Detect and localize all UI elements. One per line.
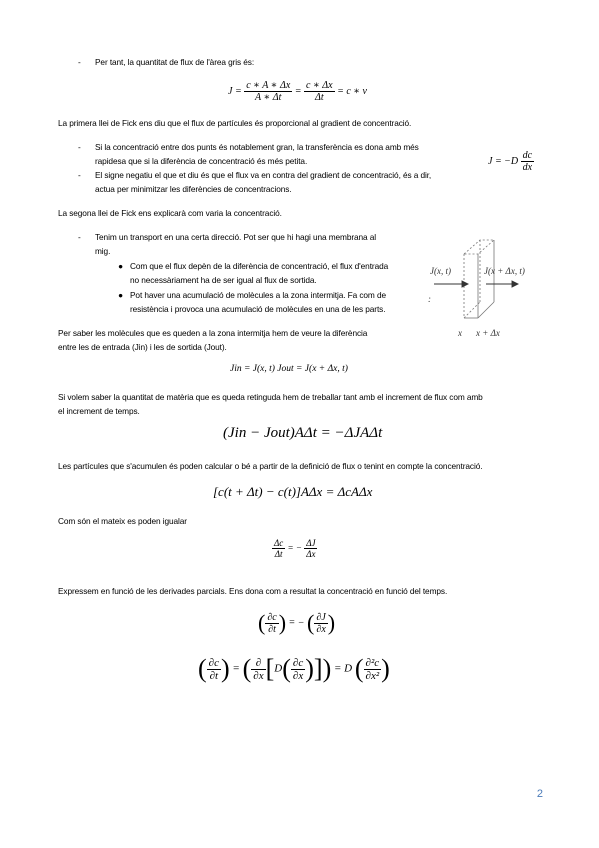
eq-lhs: J = — [228, 85, 242, 97]
page-number: 2 — [536, 788, 543, 800]
fraction — [251, 657, 265, 682]
paragraph: La primera llei de Fick ens diu que el flux de partícules és proporcional al gradient de concentració. — [58, 118, 412, 128]
flux-out-label: J(x + Δx, t) — [484, 266, 525, 276]
diffusion-coefficient: D — [274, 662, 283, 675]
fraction-denominator: ∂x — [292, 669, 304, 682]
jin-jout-equation: Jin = J(x, t) Jout = J(x + Δx, t) — [230, 364, 348, 374]
eq-lhs: J = −D — [488, 155, 519, 167]
fraction-denominator: ∂t — [209, 669, 219, 682]
fraction-numerator: ∂J — [316, 611, 326, 623]
dash-bullet: - — [78, 232, 81, 242]
paragraph: Expressem en funció de les derivades parcials. Ens dona com a resultat la concentració en funció del temps. — [58, 586, 448, 596]
text-line: Tenim un transport en una certa direcció. Pot ser que hi hagi una membrana al — [95, 232, 377, 242]
eq-sign: = − — [288, 617, 305, 629]
text-line: Per tant, la quantitat de flux de l'àrea gris és: — [95, 57, 255, 67]
fraction-numerator: ∂c — [267, 611, 277, 623]
text-line: Per saber les molècules que es queden a la zona intermitja hem de veure la diferència — [58, 328, 368, 338]
flux-in-label: J(x, t) — [430, 266, 451, 276]
dash-bullet: - — [78, 57, 81, 67]
fick-law-equation — [488, 150, 534, 173]
fraction-numerator: Δc — [274, 538, 284, 548]
eq-sign: = — [294, 85, 302, 97]
fraction — [265, 612, 278, 635]
equality-equation — [272, 538, 317, 559]
text-line: Si la concentració entre dos punts és notablement gran, la transferència es dona amb més — [95, 142, 419, 152]
fraction — [291, 657, 305, 682]
fraction-numerator: c ∗ A ∗ Δx — [246, 80, 291, 91]
fraction-denominator: Δt — [274, 549, 283, 559]
membrane-diagram — [428, 232, 546, 340]
fraction-numerator: ∂c — [208, 656, 219, 669]
text-line: resistència i provoca una acumulació de molècules en una de les parts. — [130, 304, 386, 314]
accumulation-equation: (Jin − Jout)AΔt = −ΔJAΔt — [223, 425, 383, 441]
fraction — [521, 150, 534, 173]
fraction-denominator: dx — [522, 162, 533, 173]
text-line: Com que el flux depèn de la diferència de concentració, el flux d'entrada — [130, 261, 389, 271]
fraction-numerator: ∂²c — [365, 656, 380, 669]
partial-derivative-equation: ( $\frac{\partial c}{\partial t}$ ) = − ( $\frac{\partial J}{\partial x}$ ) — [258, 610, 336, 635]
eq-sign: = − — [287, 542, 302, 553]
text-line: Si volem saber la quantitat de matèria que es queda retinguda hem de treballar tant amb el increment de flux com amb — [58, 392, 483, 402]
fraction-numerator: ΔJ — [306, 538, 316, 548]
fraction — [364, 657, 382, 682]
concentration-equation: [c(t + Δt) − c(t)]AΔx = ΔcAΔx — [213, 484, 373, 499]
fraction-numerator: ∂c — [292, 656, 304, 669]
text-line: entre les de entrada (Jin) i les de sortida (Jout). — [58, 342, 227, 352]
text-line: rapidesa que si la diferència de concentració és més petita. — [95, 156, 308, 166]
text-line: no necessàriament ha de ser igual al flux de sortida. — [130, 275, 317, 285]
dash-bullet: - — [78, 170, 81, 180]
flux-equation — [228, 80, 367, 103]
x-label: x — [458, 328, 462, 338]
text-line: Pot haver una acumulació de molècules a la zona intermitja. Fa com de — [130, 290, 386, 300]
svg-text::: : — [428, 294, 431, 304]
paragraph: La segona llei de Fick ens explicarà com varia la concentració. — [58, 208, 282, 218]
fraction-denominator: ∂x — [253, 669, 264, 682]
fraction-numerator: ∂ — [251, 657, 265, 670]
fraction — [272, 538, 285, 559]
fraction — [244, 80, 292, 103]
paragraph: Les partícules que s'acumulen és poden calcular o bé a partir de la definició de flux o tenint en compte la concentració. — [58, 461, 483, 471]
fraction-denominator: ∂x — [316, 623, 326, 635]
eq-sign: = D — [333, 662, 353, 675]
dash-bullet: - — [78, 142, 81, 152]
text-line: mig. — [95, 246, 111, 256]
fraction-denominator: ∂x² — [365, 669, 380, 682]
fraction-denominator: ∂t — [268, 623, 276, 635]
fraction-denominator: Δx — [306, 549, 316, 559]
text-line: el increment de temps. — [58, 406, 140, 416]
eq-tail: = c ∗ v — [337, 85, 367, 97]
diffusion-equation: ( $\frac{\partial c}{\partial t}$ ) = ( $\frac{\partial}{\partial x}$ [D( $\frac{\partial c}{\partial x}$ )]) = D ( $\frac{\text{∂²c}}{\text{∂x²}}$ ) — [198, 654, 390, 683]
fraction — [304, 80, 335, 103]
text-line: El signe negatiu el que et diu és que el flux va en contra del gradient de concentració, és a dir, — [95, 170, 432, 180]
fraction-denominator: Δt — [314, 92, 324, 103]
fraction — [304, 538, 317, 559]
text-line: actua per minimitzar les diferències de concentracions. — [95, 184, 292, 194]
x-plus-dx-label: x + Δx — [476, 328, 500, 338]
fraction-numerator: dc — [522, 150, 533, 161]
fraction — [207, 657, 221, 682]
fraction-denominator: A ∗ Δt — [255, 92, 282, 103]
bullet-dot: ● — [118, 290, 123, 300]
fraction — [314, 612, 327, 635]
fraction-numerator: c ∗ Δx — [306, 80, 333, 91]
bullet-dot: ● — [118, 261, 123, 271]
paragraph: Com són el mateix es poden igualar — [58, 516, 187, 526]
